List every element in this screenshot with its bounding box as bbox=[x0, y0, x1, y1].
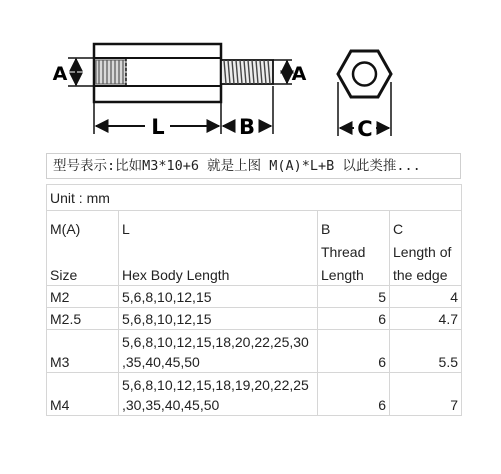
dimension-a-left bbox=[53, 58, 94, 86]
label-a-left: A bbox=[52, 63, 68, 85]
dimension-a-right bbox=[273, 60, 307, 85]
table-row bbox=[47, 286, 462, 308]
model-notation-caption: 型号表示:比如M3*10+6 就是上图 M(A)*L+B 以此类推... bbox=[46, 153, 461, 179]
cell-size: M3 bbox=[47, 330, 119, 373]
header-edge bbox=[390, 211, 462, 286]
cell-hex-length-line-2: ,30,35,40,45,50 bbox=[122, 397, 220, 413]
cell-thread-length: 6 bbox=[318, 373, 390, 416]
cell-thread-length: 6 bbox=[318, 330, 390, 373]
header-thread-label-1: Thread bbox=[321, 244, 366, 260]
header-thread bbox=[318, 211, 390, 286]
cell-thread-length: 5 bbox=[318, 286, 390, 308]
cell-hex-length: 5,6,8,10,12,15 bbox=[119, 308, 318, 330]
male-thread bbox=[221, 60, 273, 84]
cell-hex-length-line-1: 5,6,8,10,12,15,18,20,22,25,30 bbox=[122, 334, 309, 350]
hex-end-view bbox=[338, 51, 391, 141]
header-edge-label-1: Length of bbox=[393, 244, 452, 260]
standoff-diagram bbox=[0, 0, 501, 150]
cell-hex-length-line-2: ,35,40,45,50 bbox=[122, 354, 200, 370]
header-thread-code: B bbox=[321, 221, 331, 237]
cell-hex-length: 5,6,8,10,12,15 bbox=[119, 286, 318, 308]
table-row bbox=[47, 308, 462, 330]
cell-thread-length: 6 bbox=[318, 308, 390, 330]
header-length-label: Hex Body Length bbox=[122, 267, 230, 283]
table-row bbox=[47, 330, 462, 373]
label-b: B bbox=[238, 115, 256, 139]
cell-edge-length: 4.7 bbox=[390, 308, 462, 330]
cell-edge-length: 7 bbox=[390, 373, 462, 416]
header-size bbox=[47, 211, 119, 286]
cell-hex-length-line-1: 5,6,8,10,12,15,18,19,20,22,25 bbox=[122, 377, 309, 393]
header-edge-code: C bbox=[393, 221, 404, 237]
label-l: L bbox=[151, 115, 165, 139]
cell-edge-length: 4 bbox=[390, 286, 462, 308]
cell-edge-length: 5.5 bbox=[390, 330, 462, 373]
header-size-code: M(A) bbox=[50, 221, 81, 237]
hex-body bbox=[94, 44, 221, 102]
cell-size: M4 bbox=[47, 373, 119, 416]
table-header-row bbox=[47, 211, 462, 286]
standoff-drawing bbox=[0, 0, 501, 150]
cell-hex-length bbox=[119, 373, 318, 416]
header-edge-label-2: the edge bbox=[393, 267, 448, 283]
unit-row bbox=[47, 185, 462, 211]
label-a-right: A bbox=[291, 63, 307, 85]
spec-table bbox=[46, 184, 462, 416]
table-row bbox=[47, 373, 462, 416]
header-length bbox=[119, 211, 318, 286]
cell-hex-length bbox=[119, 330, 318, 373]
unit-label: Unit : mm bbox=[47, 185, 462, 211]
cell-size: M2.5 bbox=[47, 308, 119, 330]
cell-size: M2 bbox=[47, 286, 119, 308]
header-size-label: Size bbox=[50, 267, 78, 283]
header-thread-label-2: Length bbox=[321, 267, 364, 283]
label-c: C bbox=[357, 117, 373, 141]
header-length-code: L bbox=[122, 221, 130, 237]
